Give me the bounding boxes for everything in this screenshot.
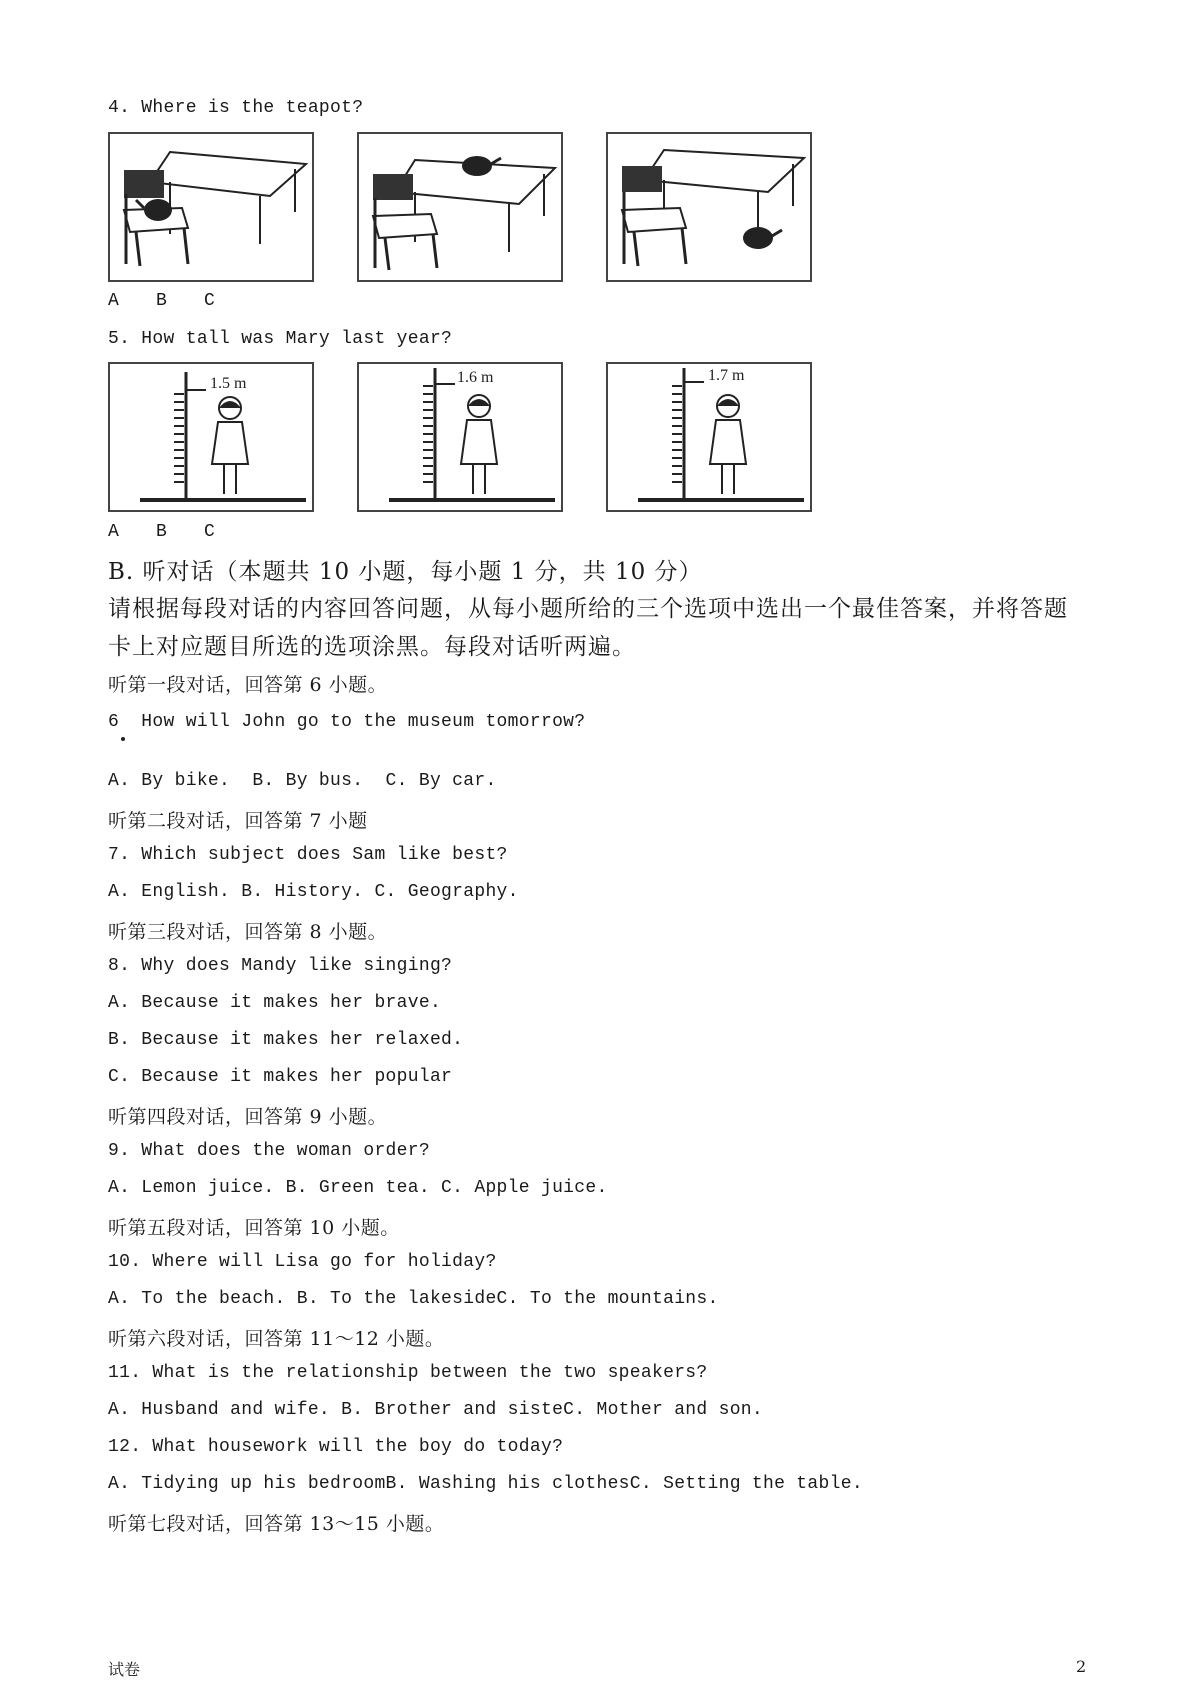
answer-options: A. Lemon juice. B. Green tea. C. Apple juice. — [108, 1178, 608, 1198]
height-label-c: 1.7 m — [708, 367, 745, 384]
teapot-on-floor-illustration — [608, 134, 810, 280]
q5-picture-c — [606, 362, 812, 512]
girl-height-illustration — [110, 364, 312, 510]
q5-question: 5. How tall was Mary last year? — [108, 329, 453, 349]
answer-option: A. Because it makes her brave. — [108, 993, 442, 1013]
q5-picture-a — [108, 362, 314, 512]
q4-picture-b — [357, 132, 563, 282]
q5-picture-b — [357, 362, 563, 512]
page-number: 2 — [1076, 1657, 1087, 1676]
question-line: 12. What housework will the boy do today? — [108, 1437, 564, 1457]
footer-label: 试卷 — [108, 1660, 141, 1679]
option-c-label: C — [204, 522, 215, 542]
answer-options: A. Tidying up his bedroomB. Washing his clothesC. Setting the table. — [108, 1474, 863, 1494]
dialogue-heading: 听第六段对话，回答第 11～12 小题。 — [108, 1328, 445, 1350]
dialogue-heading: 听第一段对话，回答第 6 小题。 — [108, 674, 388, 696]
dialogue-heading: 听第七段对话，回答第 13～15 小题。 — [108, 1513, 445, 1535]
option-a-label: A — [108, 291, 119, 311]
answer-option: B. Because it makes her relaxed. — [108, 1030, 464, 1050]
q4-picture-c — [606, 132, 812, 282]
answer-options: A. English. B. History. C. Geography. — [108, 882, 519, 902]
option-b-label: B — [156, 291, 167, 311]
option-b-label: B — [156, 522, 167, 542]
girl-height-illustration — [608, 364, 810, 510]
answer-option: C. Because it makes her popular — [108, 1067, 453, 1087]
height-label-a: 1.5 m — [210, 375, 247, 392]
question-line: 7. Which subject does Sam like best? — [108, 845, 508, 865]
question-line: 9. What does the woman order? — [108, 1141, 430, 1161]
dialogue-heading: 听第五段对话，回答第 10 小题。 — [108, 1217, 400, 1239]
section-b-instruction-line2: 卡上对应题目所选的选项涂黑。每段对话听两遍。 — [108, 634, 636, 660]
stray-dot-mark — [121, 737, 125, 741]
q4-picture-a — [108, 132, 314, 282]
dialogue-heading: 听第四段对话，回答第 9 小题。 — [108, 1106, 388, 1128]
option-a-label: A — [108, 522, 119, 542]
question-line: 10. Where will Lisa go for holiday? — [108, 1252, 497, 1272]
dialogue-heading: 听第三段对话，回答第 8 小题。 — [108, 921, 388, 943]
option-c-label: C — [204, 291, 215, 311]
section-b-title: B. 听对话（本题共 10 小题，每小题 1 分，共 10 分） — [108, 559, 703, 585]
q4-question: 4. Where is the teapot? — [108, 98, 364, 118]
section-b-instruction-line1: 请根据每段对话的内容回答问题，从每小题所给的三个选项中选出一个最佳答案，并将答题 — [108, 596, 1068, 622]
dialogue-heading: 听第二段对话，回答第 7 小题 — [108, 810, 368, 832]
height-label-b: 1.6 m — [457, 369, 494, 386]
question-line: 6 How will John go to the museum tomorrow? — [108, 712, 586, 732]
answer-options: A. To the beach. B. To the lakesideC. To the mountains. — [108, 1289, 719, 1309]
answer-options: A. Husband and wife. B. Brother and sisteC. Mother and son. — [108, 1400, 764, 1420]
teapot-on-chair-illustration — [110, 134, 312, 280]
girl-height-illustration — [359, 364, 561, 510]
question-line: 11. What is the relationship between the two speakers? — [108, 1363, 708, 1383]
question-line: 8. Why does Mandy like singing? — [108, 956, 453, 976]
answer-options: A. By bike. B. By bus. C. By car. — [108, 771, 497, 791]
teapot-on-table-illustration — [359, 134, 561, 280]
